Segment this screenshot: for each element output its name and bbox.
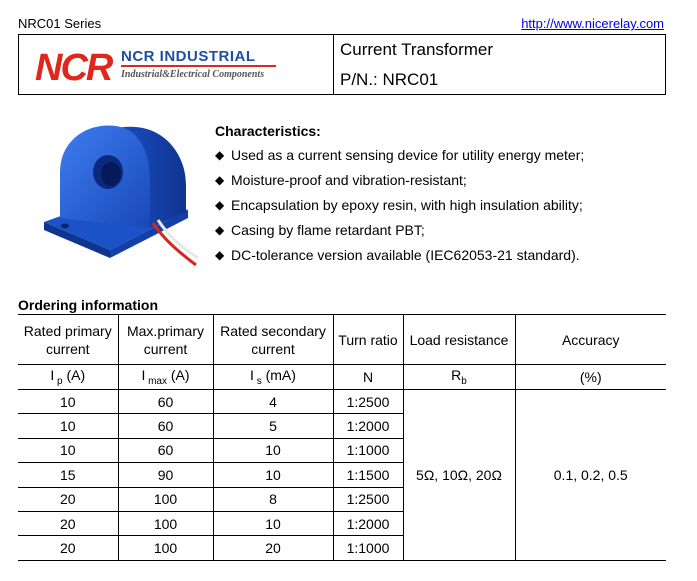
table-cell: 1:1500 bbox=[333, 463, 403, 487]
table-cell: 1:2500 bbox=[333, 487, 403, 511]
column-header: Load resistance bbox=[403, 315, 515, 365]
part-number: P/N.: NRC01 bbox=[340, 70, 439, 89]
table-cell: 20 bbox=[18, 511, 118, 535]
logo-name: NCR INDUSTRIAL bbox=[121, 48, 256, 65]
table-cell: 60 bbox=[118, 390, 213, 414]
website-link[interactable]: http://www.nicerelay.com bbox=[521, 16, 664, 31]
table-cell: 15 bbox=[18, 463, 118, 487]
table-cell: 10 bbox=[18, 390, 118, 414]
table-cell: 100 bbox=[118, 511, 213, 535]
diamond-bullet-icon: ◆ bbox=[215, 198, 225, 212]
table-cell: 20 bbox=[18, 487, 118, 511]
list-item: ◆ Moisture-proof and vibration-resistant; bbox=[215, 172, 467, 188]
table-cell: 10 bbox=[213, 438, 333, 462]
list-item: ◆ Used as a current sensing device for utility energy meter; bbox=[215, 147, 585, 163]
characteristics-section bbox=[215, 123, 584, 272]
table-cell: 10 bbox=[18, 438, 118, 462]
table-cell: 1:1000 bbox=[333, 438, 403, 462]
diamond-bullet-icon: ◆ bbox=[215, 223, 225, 237]
characteristics-list bbox=[215, 147, 584, 272]
table-cell: 20 bbox=[18, 536, 118, 560]
table-cell: 8 bbox=[213, 487, 333, 511]
column-header: Turn ratio bbox=[333, 315, 403, 365]
table-cell: 60 bbox=[118, 438, 213, 462]
column-header: Accuracy bbox=[515, 315, 666, 365]
column-header: Rated secondary current bbox=[213, 315, 333, 365]
table-cell: 1:2000 bbox=[333, 511, 403, 535]
table-cell: 4 bbox=[213, 390, 333, 414]
table-cell: 1:2500 bbox=[333, 390, 403, 414]
table-cell: 100 bbox=[118, 487, 213, 511]
header-box bbox=[18, 34, 666, 95]
table-cell: 60 bbox=[118, 414, 213, 438]
header-divider bbox=[333, 35, 334, 94]
logo-tagline: Industrial&Electrical Components bbox=[121, 69, 265, 80]
table-cell: 90 bbox=[118, 463, 213, 487]
table-cell: 10 bbox=[213, 511, 333, 535]
characteristics-title: Characteristics: bbox=[215, 123, 321, 139]
doc-title: Current Transformer bbox=[340, 40, 494, 59]
unit-cell: (%) bbox=[515, 365, 666, 390]
table-row bbox=[18, 390, 666, 414]
logo-mark: NCR bbox=[35, 47, 112, 89]
list-item: ◆ DC-tolerance version available (IEC62053-21 standard). bbox=[215, 247, 580, 263]
unit-cell: I $_p$ (A) bbox=[18, 365, 118, 390]
table-units-row bbox=[18, 365, 666, 390]
load-resistance-cell: 5Ω, 10Ω, 20Ω bbox=[403, 390, 515, 561]
unit-cell: N bbox=[333, 365, 403, 390]
table-cell: 10 bbox=[213, 463, 333, 487]
product-image bbox=[38, 110, 208, 275]
unit-cell: $R_b$ bbox=[403, 365, 515, 390]
table-header-row bbox=[18, 315, 666, 365]
column-header: Rated primary current bbox=[18, 315, 118, 365]
company-logo bbox=[35, 43, 325, 89]
table-cell: 5 bbox=[213, 414, 333, 438]
ordering-title: Ordering information bbox=[18, 297, 158, 313]
column-header: Max.primary current bbox=[118, 315, 213, 365]
table-cell: 10 bbox=[18, 414, 118, 438]
diamond-bullet-icon: ◆ bbox=[215, 248, 225, 262]
unit-cell: I $_s$ (mA) bbox=[213, 365, 333, 390]
table-cell: 100 bbox=[118, 536, 213, 560]
diamond-bullet-icon: ◆ bbox=[215, 173, 225, 187]
diamond-bullet-icon: ◆ bbox=[215, 148, 225, 162]
table-cell: 20 bbox=[213, 536, 333, 560]
table-cell: 1:2000 bbox=[333, 414, 403, 438]
series-label: NRC01 Series bbox=[18, 16, 102, 31]
ordering-table bbox=[18, 314, 666, 561]
table-cell: 1:1000 bbox=[333, 536, 403, 560]
logo-underline bbox=[121, 65, 276, 67]
list-item: ◆ Casing by flame retardant PBT; bbox=[215, 222, 425, 238]
list-item: ◆ Encapsulation by epoxy resin, with high insulation ability; bbox=[215, 197, 583, 213]
unit-cell: I $_{max}$ (A) bbox=[118, 365, 213, 390]
accuracy-cell: 0.1, 0.2, 0.5 bbox=[515, 390, 666, 561]
